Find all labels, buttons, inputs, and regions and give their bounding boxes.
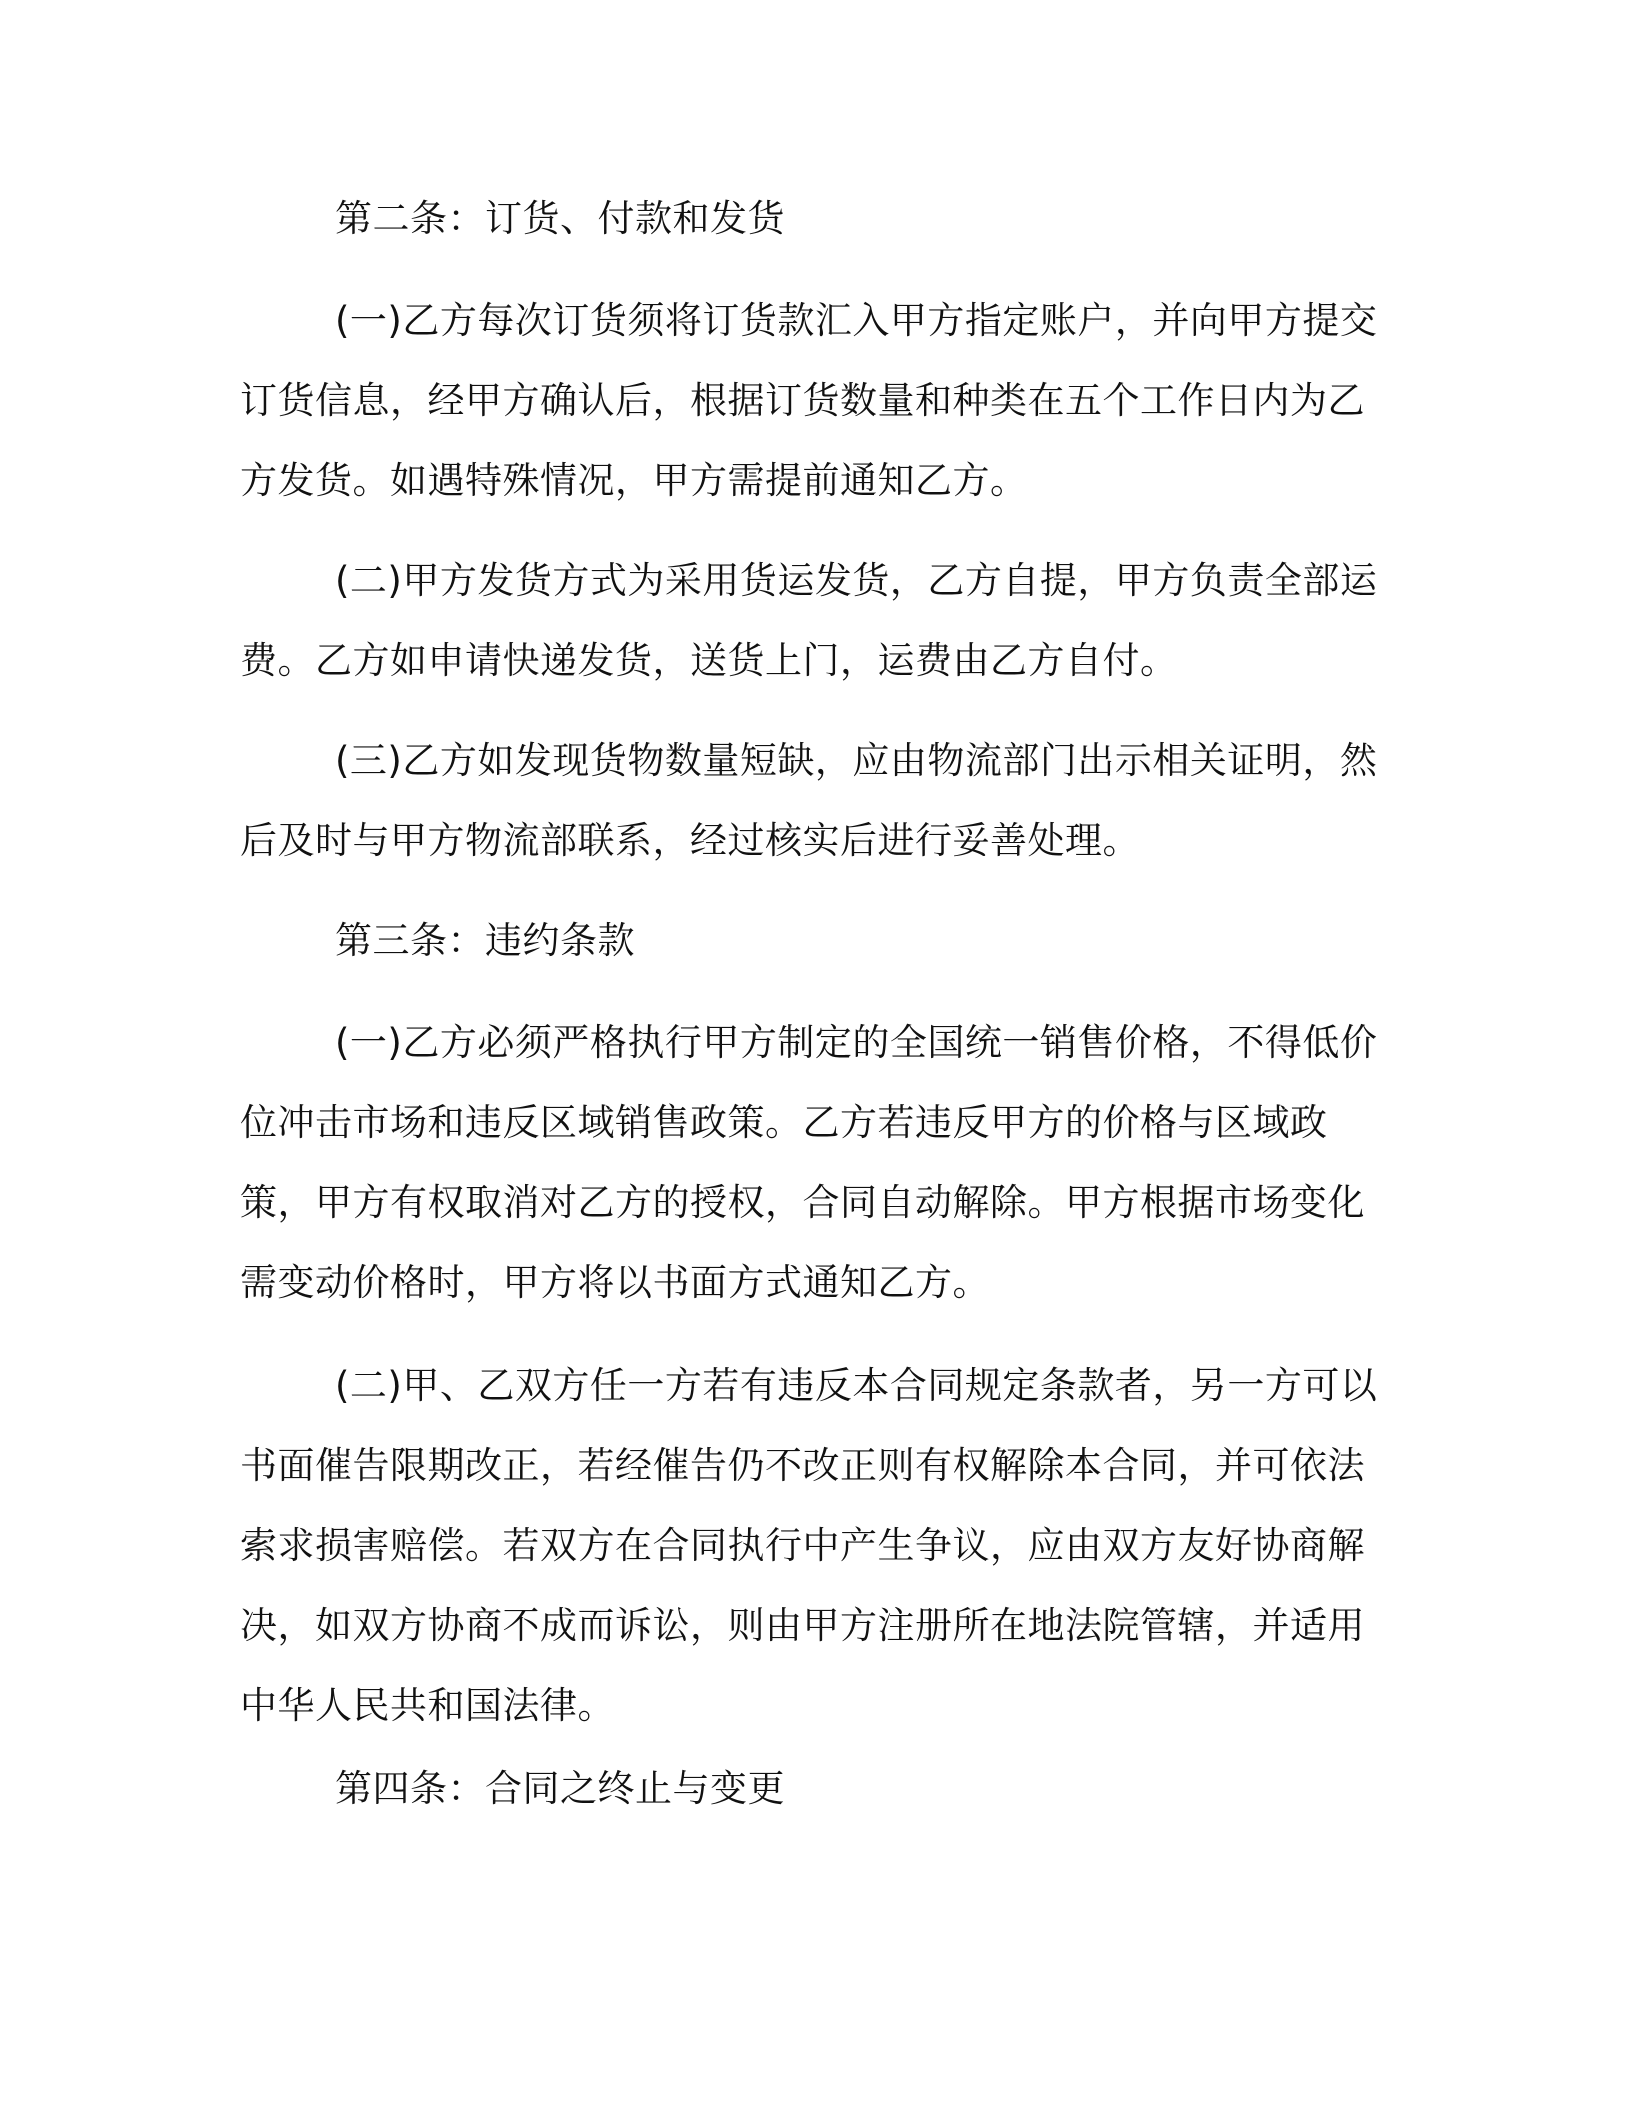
article-2-clause-1: (一)乙方每次订货须将订货款汇入甲方指定账户，并向甲方提交订货信息，经甲方确认后，根据订货数量和种类在五个工作日内为乙方发货。如遇特殊情况，甲方需提前通知乙方。 — [240, 299, 1378, 502]
article-2-heading: 第二条：订货、付款和发货 — [335, 197, 785, 240]
article-2-clause-2: (二)甲方发货方式为采用货运发货，乙方自提，甲方负责全部运费。乙方如申请快递发货，送货上门，运费由乙方自付。 — [240, 559, 1378, 682]
article-3-clause-2: (二)甲、乙双方任一方若有违反本合同规定条款者，另一方可以书面催告限期改正，若经催告仍不改正则有权解除本合同，并可依法索求损害赔偿。若双方在合同执行中产生争议，应由双方友好协商解决，如双方协商不成而诉讼，则由甲方注册所在地法院管辖，并适用中华人民共和国法律。 — [240, 1364, 1378, 1727]
article-2-clause-3: (三)乙方如发现货物数量短缺，应由物流部门出示相关证明，然后及时与甲方物流部联系，经过核实后进行妥善处理。 — [240, 739, 1378, 862]
article-3-heading: 第三条：违约条款 — [335, 919, 635, 962]
article-3-clause-1: (一)乙方必须严格执行甲方制定的全国统一销售价格，不得低价位冲击市场和违反区域销售政策。乙方若违反甲方的价格与区域政策，甲方有权取消对乙方的授权，合同自动解除。甲方根据市场变化需变动价格时，甲方将以书面方式通知乙方。 — [240, 1021, 1378, 1304]
article-4-heading: 第四条：合同之终止与变更 — [335, 1767, 785, 1810]
